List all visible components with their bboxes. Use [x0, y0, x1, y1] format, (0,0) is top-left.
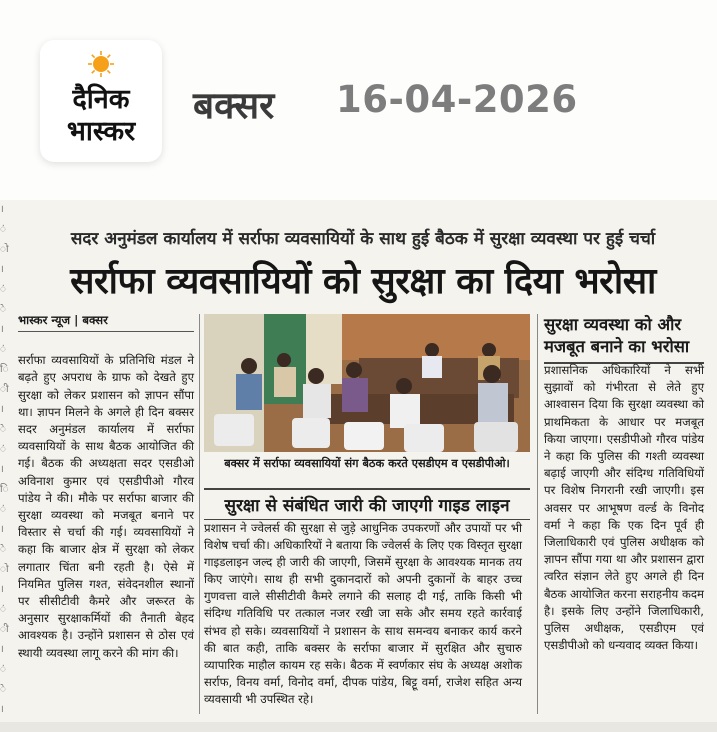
meeting-photo [204, 314, 530, 452]
subheading-assurance: सुरक्षा व्यवस्था को और मजबूत बनाने का भरोसा [544, 314, 704, 364]
column-divider [199, 314, 200, 714]
column-divider [537, 314, 538, 714]
dainik-bhaskar-logo [40, 40, 162, 162]
article-byline: भास्कर न्यूज | बक्सर [18, 312, 194, 332]
article-body-right: प्रशासनिक अधिकारियों ने सभी सुझावों को गंभीरता से लेते हुए आश्वासन दिया कि सुरक्षा व्यवस्था को प्राथमिकता के आधार पर मजबूत किया जाएगा। एसडीपीओ गौरव पांडेय ने कहा कि पुलिस की गश्ती व्यवस्था बढ़ाई जाएगी और संदिग्ध गतिविधियों पर विशेष निगरानी रखी जाएगी। इस अवसर पर आभूषण वर्ल्ड के विनोद वर्मा ने कहा कि एक दिन पूर्व ही जिलाधिकारी एवं पुलिस अधीक्षक को ज्ञापन सौंपा गया था और प्रशासन द्वारा त्वरित संज्ञान लेते हुए अगले ही दिन बैठक आयोजित करना सराहनीय कदम है। इसके लिए उन्होंने जिलाधिकारी, पुलिस अधीक्षक, एसडीएम एवं एसडीपीओ को धन्यवाद व्यक्त किया। [544, 363, 704, 653]
subheading-guideline: सुरक्षा से संबंधित जारी की जाएगी गाइड लाइन [204, 488, 530, 520]
article-headline: सर्राफा व्यवसायियों को सुरक्षा का दिया भरोसा [70, 261, 656, 302]
photo-caption: बक्सर में सर्राफा व्यवसायियों संग बैठक करते एसडीएम व एसडीपीओ। [224, 457, 510, 470]
article-body-left: सर्राफा व्यवसायियों के प्रतिनिधि मंडल ने बढ़ते हुए अपराध के ग्राफ को देखते हुए सुरक्षा को लेकर प्रशासन को ज्ञापन सौंपा था। ज्ञापन मिलने के अगले ही दिन बक्सर सदर अनुमंडल कार्यालय में सर्राफा व्यवसायियों के साथ बैठक आयोजित की गई। बैठक की अध्यक्षता सदर एसडीओ अविनाश कुमार एवं एसडीपीओ गौरव पांडेय ने की। मौके पर सर्राफा बाजार की सुरक्षा व्यवस्था को मजबूत बनाने पर विस्तार से चर्चा की गई। व्यवसायियों ने कहा कि बाजार क्षेत्र में सुरक्षा को लेकर लगातार चिंता बनी रहती है। ऐसे में नियमित पुलिस गश्त, संवेदनशील स्थानों पर सीसीटीवी कैमरे और जरूरत के अनुसार सुरक्षाकर्मियों की तैनाती बेहद आवश्यक है। उन्होंने प्रशासन से ठोस एवं स्थायी व्यवस्था लागू करने की मांग की। [18, 353, 194, 660]
logo-text-line1: दैनिक [72, 84, 130, 115]
edition-date: 16-04-2026 [336, 78, 578, 121]
sun-icon [87, 50, 115, 78]
article-body-middle: प्रशासन ने ज्वेलर्स की सुरक्षा से जुड़े आधुनिक उपकरणों और उपायों पर भी विशेष चर्चा की। अधिकारियों ने बताया कि ज्वेलर्स के लिए एक विस्तृत सुरक्षा गाइडलाइन जल्द ही जारी की जाएगी, जिसमें सुरक्षा के आवश्यक मानक तय किए जाएंगे। साथ ही सभी दुकानदारों को अपनी दुकानों के बाहर उच्च गुणवत्ता वाले सीसीटीवी कैमरे लगाने की सलाह दी गई, ताकि किसी भी संदिग्ध गतिविधि पर तत्काल नजर रखी जा सके और समय रहते कार्रवाई संभव हो सके। व्यवसायियों ने प्रशासन के साथ समन्वय बनाकर कार्य करने की बात कही, ताकि बक्सर के सर्राफा बाजार में सुरक्षित और सुचारु व्यापारिक माहौल कायम रह सके। बैठक में स्वर्णकार संघ के अध्यक्ष अशोक सर्राफ, विनय वर्मा, विनोद वर्मा, दीपक पांडेय, बिट्टू वर्मा, राजेश सहित अन्य व्यवसायी भी उपस्थित रहे। [204, 521, 522, 706]
article-kicker: सदर अनुमंडल कार्यालय में सर्राफा व्यवसायियों के साथ हुई बैठक में सुरक्षा व्यवस्था पर हुई चर्चा [70, 229, 656, 249]
logo-text-line2: भास्कर [66, 116, 136, 147]
city-name: बक्सर [193, 84, 275, 127]
adjacent-column-edge: । ं ो । ं े । ं ि ी । े ं । ि ं । े ो । ं ी । ं े । [0, 204, 9, 715]
clipping-bottom-edge [0, 722, 717, 732]
article-column-left [18, 312, 194, 662]
